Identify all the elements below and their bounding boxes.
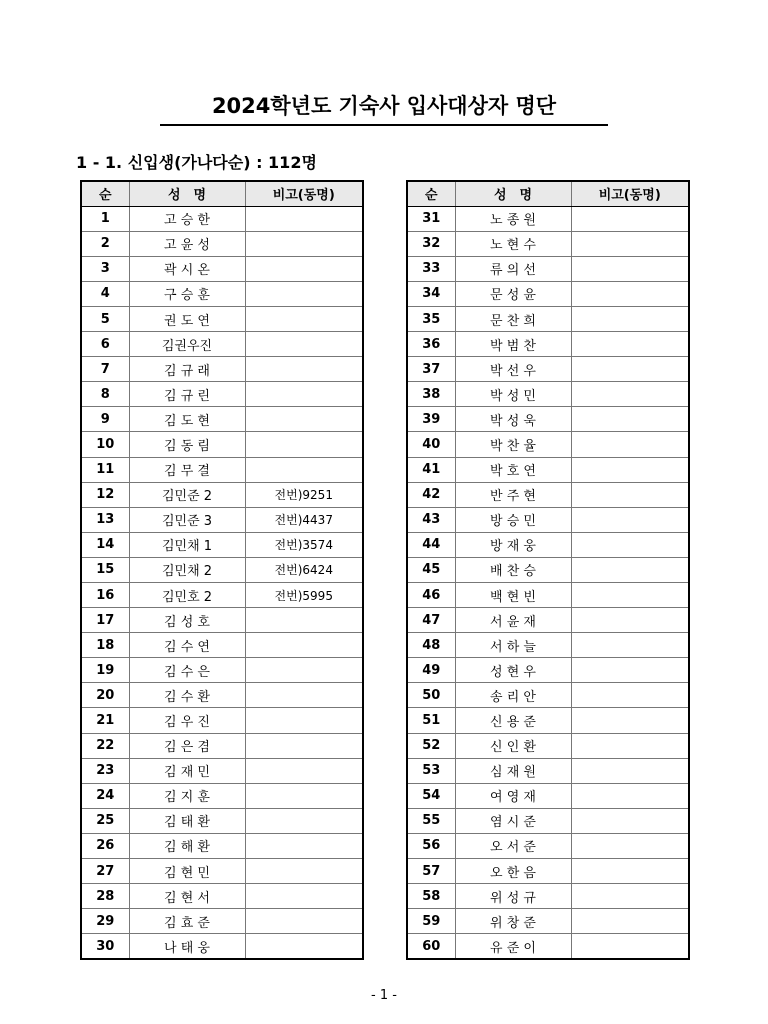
row-number: 38 [407,382,455,407]
row-name: 신 용 준 [455,708,571,733]
table-row [81,306,363,331]
row-number: 37 [407,357,455,382]
row-name: 김권우진 [129,332,245,357]
row-note [571,532,689,557]
row-name: 김 태 환 [129,808,245,833]
table-row [407,833,689,858]
table-row [407,206,689,231]
row-note [571,482,689,507]
row-note [245,808,363,833]
row-name: 곽 시 온 [129,256,245,281]
row-note [571,507,689,532]
table-header-row [407,181,689,206]
row-note: 전번)4437 [245,507,363,532]
row-number: 50 [407,683,455,708]
row-note [571,457,689,482]
row-number: 19 [81,658,129,683]
row-number: 17 [81,608,129,633]
row-note [245,457,363,482]
row-name: 오 한 음 [455,859,571,884]
row-note [571,683,689,708]
row-note [571,357,689,382]
row-name: 박 선 우 [455,357,571,382]
document-title: 2024학년도 기숙사 입사대상자 명단 [160,92,608,126]
row-note [571,859,689,884]
row-number: 33 [407,256,455,281]
row-number: 7 [81,357,129,382]
row-number: 4 [81,281,129,306]
row-name: 서 하 늘 [455,633,571,658]
row-number: 5 [81,306,129,331]
table-row [407,432,689,457]
table-row [81,833,363,858]
roster-table-left [80,180,364,960]
row-name: 김민준 2 [129,482,245,507]
row-number: 11 [81,457,129,482]
row-number: 29 [81,909,129,934]
row-note [245,432,363,457]
row-note [245,733,363,758]
row-note [571,934,689,959]
table-row [407,231,689,256]
row-name: 김민채 2 [129,557,245,582]
row-note [571,206,689,231]
row-name: 김 지 훈 [129,783,245,808]
row-note [571,231,689,256]
row-number: 55 [407,808,455,833]
row-note [571,557,689,582]
header-number: 순 [81,181,129,206]
table-row [81,733,363,758]
row-note [245,658,363,683]
table-row [81,758,363,783]
row-name: 문 찬 희 [455,306,571,331]
row-number: 28 [81,884,129,909]
row-note [245,708,363,733]
row-note: 전번)5995 [245,583,363,608]
row-note [245,758,363,783]
row-number: 56 [407,833,455,858]
table-row [81,859,363,884]
table-row [81,332,363,357]
row-note [245,859,363,884]
row-note [245,231,363,256]
row-note [245,382,363,407]
row-number: 1 [81,206,129,231]
row-name: 권 도 연 [129,306,245,331]
table-row [407,758,689,783]
row-name: 신 인 환 [455,733,571,758]
row-number: 41 [407,457,455,482]
table-row [407,357,689,382]
row-note [571,758,689,783]
row-number: 48 [407,633,455,658]
table-header-row [81,181,363,206]
row-number: 36 [407,332,455,357]
row-name: 박 성 민 [455,382,571,407]
row-note [245,281,363,306]
row-name: 위 창 준 [455,909,571,934]
row-note [571,306,689,331]
row-number: 39 [407,407,455,432]
table-row [81,532,363,557]
row-note: 전번)3574 [245,532,363,557]
table-row [81,683,363,708]
row-number: 31 [407,206,455,231]
row-note [571,884,689,909]
table-row [81,206,363,231]
row-number: 59 [407,909,455,934]
row-number: 45 [407,557,455,582]
row-name: 김 현 서 [129,884,245,909]
table-row [81,231,363,256]
row-note [571,909,689,934]
row-number: 26 [81,833,129,858]
row-note [571,281,689,306]
table-row [407,532,689,557]
row-number: 10 [81,432,129,457]
row-note [245,633,363,658]
roster-table-right [406,180,690,960]
header-name: 성 명 [129,181,245,206]
header-name: 성 명 [455,181,571,206]
row-name: 박 성 욱 [455,407,571,432]
row-name: 위 성 규 [455,884,571,909]
row-name: 김 동 림 [129,432,245,457]
row-number: 44 [407,532,455,557]
row-name: 김 은 겸 [129,733,245,758]
table-row [407,457,689,482]
row-note [571,708,689,733]
table-row [81,583,363,608]
row-note [245,256,363,281]
row-number: 43 [407,507,455,532]
row-name: 방 승 민 [455,507,571,532]
table-row [407,683,689,708]
table-row [81,482,363,507]
row-name: 고 승 한 [129,206,245,231]
row-name: 김 규 린 [129,382,245,407]
table-row [407,783,689,808]
table-row [407,382,689,407]
section-heading: 1 - 1. 신입생(가나다순) : 112명 [76,153,317,172]
row-name: 문 성 윤 [455,281,571,306]
row-note [245,357,363,382]
row-number: 22 [81,733,129,758]
row-number: 40 [407,432,455,457]
table-row [81,557,363,582]
row-note [245,306,363,331]
row-name: 김 현 민 [129,859,245,884]
table-row [81,281,363,306]
row-note [571,583,689,608]
row-note [571,833,689,858]
row-note [245,683,363,708]
row-name: 배 찬 승 [455,557,571,582]
row-note [571,407,689,432]
row-note [245,206,363,231]
table-row [81,884,363,909]
row-number: 2 [81,231,129,256]
table-row [407,708,689,733]
row-note [571,658,689,683]
table-row [81,382,363,407]
row-name: 유 준 이 [455,934,571,959]
table-row [407,608,689,633]
table-row [407,583,689,608]
table-row [81,934,363,959]
row-name: 류 의 선 [455,256,571,281]
table-row [81,658,363,683]
row-note: 전번)9251 [245,482,363,507]
table-row [407,557,689,582]
row-name: 반 주 현 [455,482,571,507]
row-name: 김 우 진 [129,708,245,733]
header-number: 순 [407,181,455,206]
table-row [407,256,689,281]
row-name: 박 호 연 [455,457,571,482]
row-name: 오 서 준 [455,833,571,858]
row-note [571,808,689,833]
row-note [571,633,689,658]
row-name: 노 종 원 [455,206,571,231]
row-name: 김민준 3 [129,507,245,532]
row-name: 김 수 은 [129,658,245,683]
row-number: 47 [407,608,455,633]
row-name: 서 윤 재 [455,608,571,633]
table-row [407,808,689,833]
table-row [81,808,363,833]
row-name: 구 승 훈 [129,281,245,306]
row-note: 전번)6424 [245,557,363,582]
row-name: 김 해 환 [129,833,245,858]
row-number: 53 [407,758,455,783]
row-number: 54 [407,783,455,808]
row-note [571,783,689,808]
row-name: 백 현 빈 [455,583,571,608]
row-name: 송 리 안 [455,683,571,708]
row-name: 나 태 웅 [129,934,245,959]
row-name: 김 도 현 [129,407,245,432]
row-number: 42 [407,482,455,507]
table-row [407,332,689,357]
table-row [407,934,689,959]
table-row [407,281,689,306]
row-name: 성 현 우 [455,658,571,683]
row-number: 9 [81,407,129,432]
row-number: 32 [407,231,455,256]
row-number: 24 [81,783,129,808]
table-row [81,608,363,633]
row-number: 6 [81,332,129,357]
row-note [245,909,363,934]
row-name: 김 무 결 [129,457,245,482]
table-row [407,733,689,758]
row-note [245,407,363,432]
table-row [407,482,689,507]
row-number: 20 [81,683,129,708]
table-row [81,633,363,658]
row-number: 49 [407,658,455,683]
table-row [407,507,689,532]
table-row [81,357,363,382]
table-row [407,407,689,432]
row-note [571,256,689,281]
row-name: 김민채 1 [129,532,245,557]
table-row [81,783,363,808]
row-number: 21 [81,708,129,733]
row-name: 김 효 준 [129,909,245,934]
row-name: 김 수 연 [129,633,245,658]
header-note: 비고(동명) [245,181,363,206]
row-name: 박 찬 율 [455,432,571,457]
row-name: 노 현 수 [455,231,571,256]
table-row [81,507,363,532]
row-note [571,608,689,633]
row-number: 60 [407,934,455,959]
row-name: 김 재 민 [129,758,245,783]
row-note [245,608,363,633]
table-row [407,306,689,331]
row-name: 김민호 2 [129,583,245,608]
page-number: - 1 - [371,988,397,1003]
row-number: 27 [81,859,129,884]
table-row [407,633,689,658]
row-number: 8 [81,382,129,407]
row-note [245,884,363,909]
row-name: 방 재 웅 [455,532,571,557]
row-number: 18 [81,633,129,658]
row-number: 16 [81,583,129,608]
table-row [81,432,363,457]
row-name: 여 영 재 [455,783,571,808]
table-row [407,859,689,884]
row-note [245,332,363,357]
row-name: 김 수 환 [129,683,245,708]
table-row [81,407,363,432]
row-number: 58 [407,884,455,909]
row-number: 25 [81,808,129,833]
row-note [571,432,689,457]
row-number: 23 [81,758,129,783]
row-name: 염 시 준 [455,808,571,833]
row-name: 김 규 래 [129,357,245,382]
row-note [245,833,363,858]
row-number: 15 [81,557,129,582]
row-number: 57 [407,859,455,884]
row-name: 심 재 원 [455,758,571,783]
row-number: 30 [81,934,129,959]
row-number: 46 [407,583,455,608]
table-row [81,457,363,482]
row-number: 35 [407,306,455,331]
table-row [81,708,363,733]
header-note: 비고(동명) [571,181,689,206]
table-row [407,658,689,683]
row-name: 박 범 찬 [455,332,571,357]
table-row [407,884,689,909]
row-note [245,934,363,959]
row-number: 12 [81,482,129,507]
row-number: 52 [407,733,455,758]
row-note [245,783,363,808]
row-number: 14 [81,532,129,557]
row-note [571,382,689,407]
row-number: 13 [81,507,129,532]
row-note [571,332,689,357]
table-row [81,256,363,281]
table-row [81,909,363,934]
row-name: 고 윤 성 [129,231,245,256]
table-row [407,909,689,934]
row-note [571,733,689,758]
row-number: 3 [81,256,129,281]
row-name: 김 성 호 [129,608,245,633]
row-number: 34 [407,281,455,306]
row-number: 51 [407,708,455,733]
